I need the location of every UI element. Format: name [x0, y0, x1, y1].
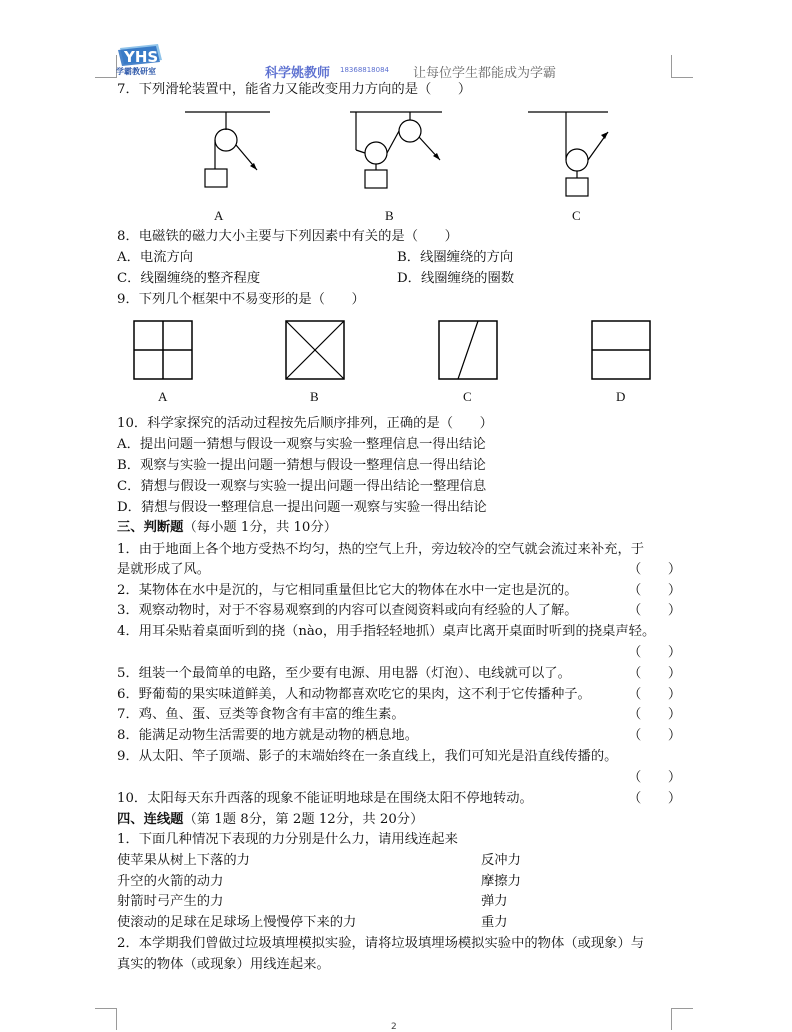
- pulley-label-a: A: [214, 208, 224, 223]
- tf-10: 10．太阳每天东升西落的现象不能证明地球是在围绕太阳不停地转动。: [117, 791, 533, 806]
- page-number: 2: [391, 1022, 397, 1032]
- match-left-3[interactable]: 射箭时弓产生的力: [117, 894, 224, 909]
- section3-heading: [117, 518, 337, 538]
- match-left-1[interactable]: 使苹果从树上下落的力: [117, 853, 250, 868]
- pulley-diagram-b: [350, 108, 450, 198]
- tf-8: 8．能满足动物生活需要的地方就是动物的栖息地。: [117, 728, 418, 743]
- q10-option-d: D．猜想与假设一整理信息一提出问题一观察与实验一得出结论: [117, 500, 487, 515]
- tf-8-answer-blank[interactable]: （ ）: [628, 728, 682, 743]
- q8-option-d: D．线圈缠绕的圈数: [397, 271, 515, 286]
- header-slogan: 让每位学生都能成为学霸: [413, 66, 557, 81]
- frame-label-b: B: [310, 389, 319, 404]
- section4-title: 四、连线题: [117, 812, 184, 827]
- match-q1-prompt: 1．下面几种情况下表现的力分别是什么力，请用线连起来: [117, 832, 458, 847]
- tf-6-answer-blank[interactable]: （ ）: [628, 687, 682, 702]
- tf-9: 9．从太阳、竿子顶端、影子的末端始终在一条直线上，我们可知光是沿直线传播的。: [117, 749, 618, 764]
- section3-note: （每小题 1分，共 10分）: [183, 520, 337, 535]
- tf-7-answer-blank[interactable]: （ ）: [628, 707, 682, 722]
- frame-diagram-b: [285, 320, 347, 382]
- tf-4: 4．用耳朵贴着桌面听到的挠（nào，用手指轻轻地抓）桌声比离开桌面时听到的挠桌声轻。: [117, 624, 656, 639]
- crop-mark-br-h: [671, 1008, 693, 1009]
- crop-mark-bl-v: [116, 1008, 117, 1030]
- pulley-diagram-a: [185, 108, 275, 198]
- q10-option-c: C．猜想与假设一观察与实验一提出问题一得出结论一整理信息: [117, 479, 487, 494]
- tf-5: 5．组装一个最简单的电路，至少要有电源、用电器（灯泡）、电线就可以了。: [117, 666, 571, 681]
- pulley-label-b: B: [385, 208, 394, 223]
- match-right-3[interactable]: 弹力: [481, 894, 508, 909]
- tf-3-answer-blank[interactable]: （ ）: [628, 603, 682, 618]
- q9-question: 9．下列几个框架中不易变形的是（ ）: [117, 292, 365, 307]
- teacher-phone: 18368818084: [340, 66, 389, 74]
- section4-heading: [117, 810, 423, 830]
- match-q2-prompt-line2: 真实的物体（或现象）用线连起来。: [117, 957, 330, 972]
- pulley-diagram-c: [528, 108, 618, 203]
- q8-option-c: C．线圈缠绕的整齐程度: [117, 271, 261, 286]
- frame-diagram-a: [133, 320, 195, 382]
- frame-label-c: C: [463, 389, 472, 404]
- tf-2: 2．某物体在水中是沉的，与它相同重量但比它大的物体在水中一定也是沉的。: [117, 583, 578, 598]
- q10-question: 10．科学家探究的活动过程按先后顺序排列，正确的是（ ）: [117, 416, 493, 431]
- logo-caption: 学霸教研室: [116, 67, 156, 76]
- tf-1-answer-blank[interactable]: （ ）: [628, 562, 682, 577]
- q8-question: 8．电磁铁的磁力大小主要与下列因素中有关的是（ ）: [117, 229, 458, 244]
- tf-9-answer-blank[interactable]: （ ）: [628, 770, 682, 785]
- tf-3: 3．观察动物时，对于不容易观察到的内容可以查阅资料或向有经验的人了解。: [117, 603, 578, 618]
- crop-mark-br-v: [671, 1008, 672, 1030]
- match-right-2[interactable]: 摩擦力: [481, 874, 521, 889]
- crop-mark-tr-v: [671, 55, 672, 77]
- tf-6: 6．野葡萄的果实味道鲜美，人和动物都喜欢吃它的果肉，这不利于它传播种子。: [117, 687, 591, 702]
- crop-mark-bl-h: [95, 1008, 117, 1009]
- match-left-2[interactable]: 升空的火箭的动力: [117, 874, 224, 889]
- tf-7: 7．鸡、鱼、蛋、豆类等食物含有丰富的维生素。: [117, 707, 405, 722]
- q10-option-a: A．提出问题一猜想与假设一观察与实验一整理信息一得出结论: [117, 437, 486, 452]
- tf-10-answer-blank[interactable]: （ ）: [628, 791, 682, 806]
- q8-option-b: B．线圈缠绕的方向: [397, 250, 514, 265]
- crop-mark-tr-h: [671, 77, 693, 78]
- match-right-4[interactable]: 重力: [481, 915, 508, 930]
- section4-note: （第 1题 8分，第 2题 12分，共 20分）: [183, 812, 424, 827]
- pulley-label-c: C: [572, 208, 581, 223]
- q7-question: 7．下列滑轮装置中，能省力又能改变用力方向的是（ ）: [117, 82, 472, 97]
- logo-lettering: YHS: [124, 48, 159, 66]
- frame-label-d: D: [616, 389, 626, 404]
- section3-title: 三、判断题: [117, 520, 184, 535]
- tf-4-answer-blank[interactable]: （ ）: [628, 645, 682, 660]
- match-left-4[interactable]: 使滚动的足球在足球场上慢慢停下来的力: [117, 915, 357, 930]
- q10-option-b: B．观察与实验一提出问题一猜想与假设一整理信息一得出结论: [117, 458, 486, 473]
- q8-option-a: A．电流方向: [117, 250, 194, 265]
- frame-label-a: A: [158, 389, 168, 404]
- tf-2-answer-blank[interactable]: （ ）: [628, 583, 682, 598]
- tf-5-answer-blank[interactable]: （ ）: [628, 666, 682, 681]
- match-right-1[interactable]: 反冲力: [481, 853, 521, 868]
- frame-diagram-c: [438, 320, 500, 382]
- match-q2-prompt-line1: 2．本学期我们曾做过垃圾填埋模拟实验，请将垃圾填埋场模拟实验中的物体（或现象）与: [117, 936, 645, 951]
- frame-diagram-d: [591, 320, 653, 382]
- teacher-name: 科学姚教师: [265, 66, 331, 81]
- tf-1-line2: 是就形成了风。: [117, 562, 211, 577]
- crop-mark-tl-h: [95, 77, 117, 78]
- tf-1-line1: 1．由于地面上各个地方受热不均匀，热的空气上升，旁边较冷的空气就会流过来补充，于: [117, 542, 645, 557]
